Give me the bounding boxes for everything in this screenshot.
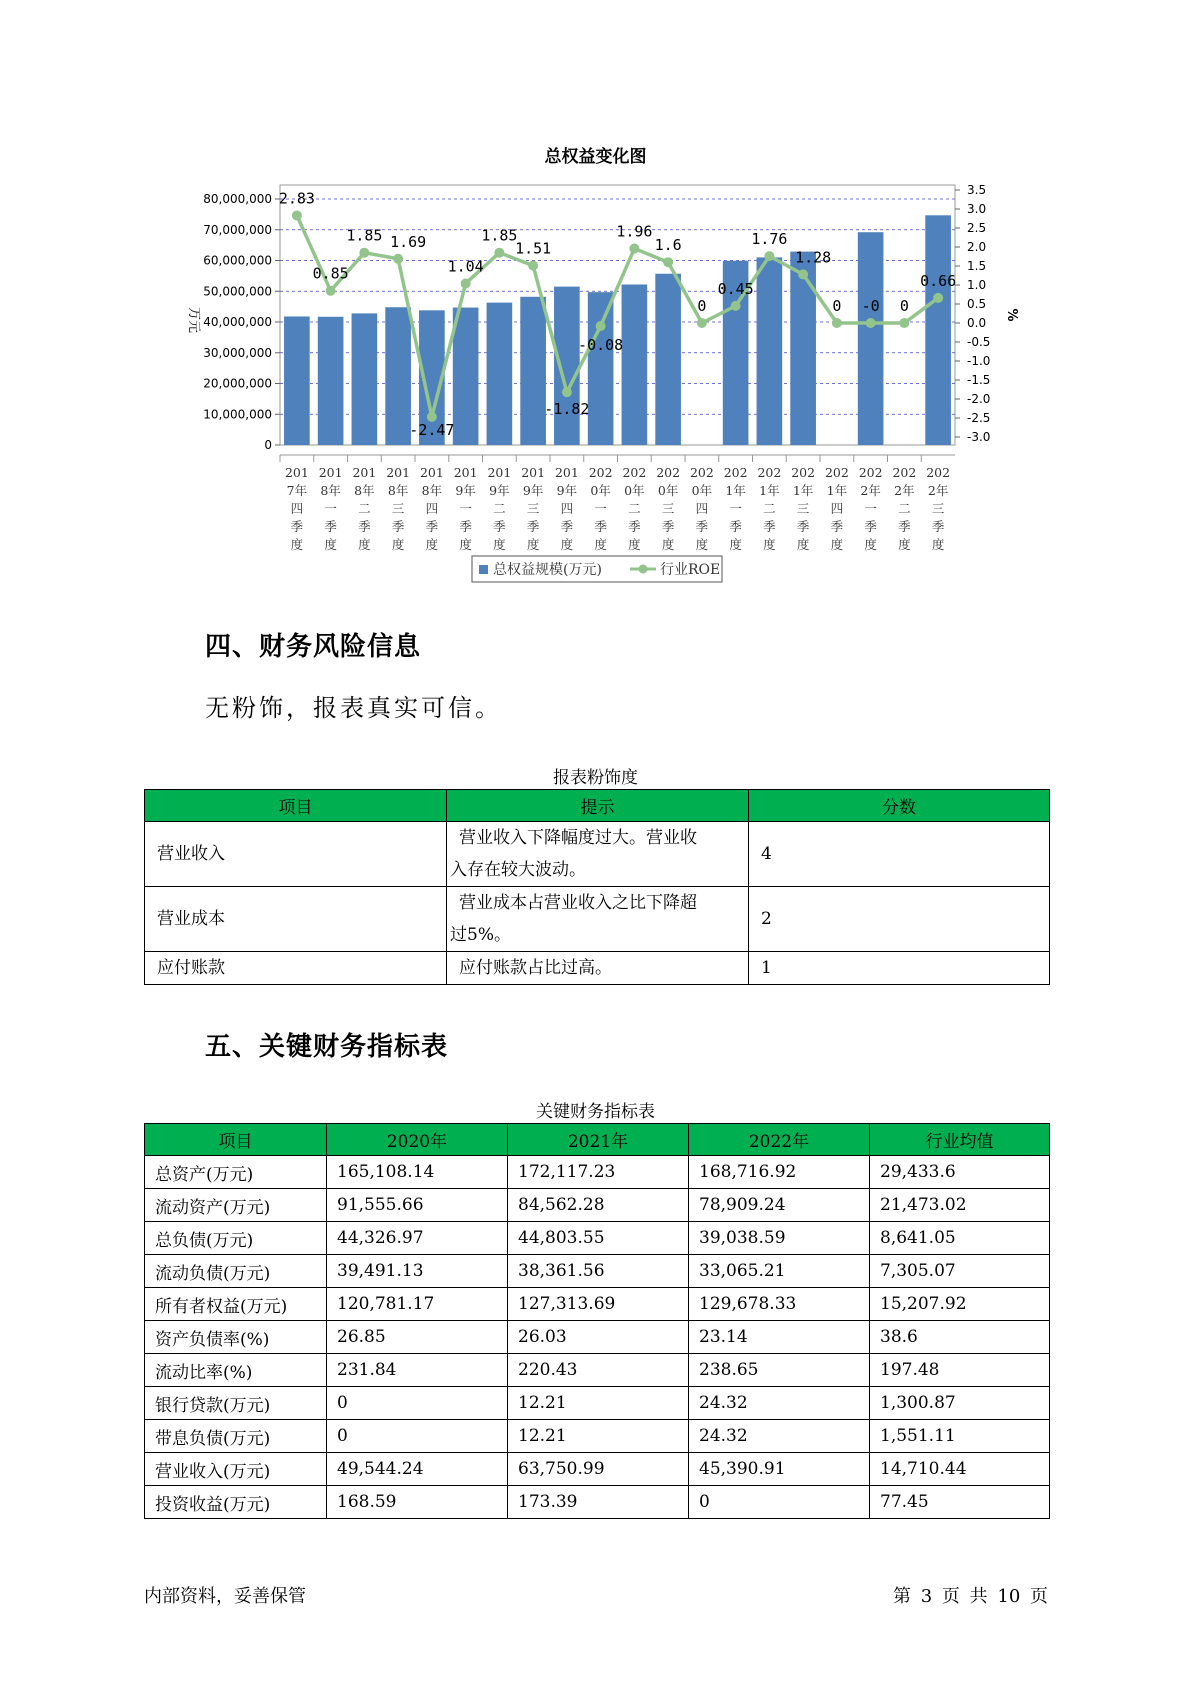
kpi-item-label: 总资产(万元) xyxy=(145,1156,327,1189)
y-left-tick-label: 50,000,000 xyxy=(203,284,272,299)
x-tick-label: 度 xyxy=(763,537,776,552)
x-tick-label: 度 xyxy=(661,537,675,552)
kpi-cell: 29,433.6 xyxy=(870,1156,1050,1189)
roe-point xyxy=(461,278,471,288)
table-row xyxy=(145,1453,1050,1486)
kpi-header: 2020年 xyxy=(327,1124,508,1156)
y-right-tick-label: -3.0 xyxy=(967,430,991,444)
roe-data-label: 1.96 xyxy=(616,222,653,241)
y-left-tick-label: 20,000,000 xyxy=(203,376,272,391)
x-tick-label: 季 xyxy=(391,519,405,534)
risk-item: 营业收入 xyxy=(145,822,447,887)
y-left-tick-label: 80,000,000 xyxy=(203,192,272,206)
y-right-tick-label: 0.5 xyxy=(967,297,987,311)
table-row xyxy=(145,1189,1050,1222)
x-tick-label: 季 xyxy=(763,519,776,534)
table-row xyxy=(145,952,1050,985)
x-tick-label: 201 xyxy=(419,465,444,480)
kpi-cell: 21,473.02 xyxy=(870,1189,1050,1222)
equity-bar xyxy=(588,292,614,445)
x-tick-label: 度 xyxy=(864,537,877,552)
roe-point xyxy=(528,261,538,271)
roe-data-label: 1.51 xyxy=(515,239,552,258)
x-tick-label: 一 xyxy=(324,501,337,516)
x-tick-label: 2年 xyxy=(894,483,915,498)
risk-header-item: 项目 xyxy=(145,790,447,822)
kpi-cell: 77.45 xyxy=(870,1486,1050,1519)
x-tick-label: 季 xyxy=(324,519,337,534)
y-left-axis-title: 万元 xyxy=(186,306,201,334)
x-tick-label: 季 xyxy=(864,519,877,534)
y-right-tick-label: -0.5 xyxy=(967,335,991,349)
kpi-cell: 33,065.21 xyxy=(689,1255,870,1288)
y-left-tick-label: 60,000,000 xyxy=(203,253,272,268)
roe-data-label: 1.76 xyxy=(751,230,788,249)
x-tick-label: 9年 xyxy=(556,483,578,498)
y-left-tick-label: 30,000,000 xyxy=(203,345,272,360)
kpi-item-label: 银行贷款(万元) xyxy=(145,1387,327,1420)
x-tick-label: 季 xyxy=(830,519,844,534)
y-right-tick-label: 2.5 xyxy=(967,221,987,235)
y-right-tick-label: 2.0 xyxy=(967,240,987,254)
kpi-cell: 63,750.99 xyxy=(508,1453,689,1486)
kpi-cell: 1,551.11 xyxy=(870,1420,1050,1453)
kpi-cell: 91,555.66 xyxy=(327,1189,508,1222)
equity-bar xyxy=(554,287,580,445)
x-tick-label: 一 xyxy=(594,501,607,516)
x-tick-label: 度 xyxy=(796,537,810,552)
x-tick-label: 三 xyxy=(661,501,675,516)
y-right-tick-label: -1.0 xyxy=(967,354,991,368)
table-row xyxy=(145,1486,1050,1519)
x-tick-label: 201 xyxy=(386,465,411,480)
x-tick-label: 三 xyxy=(931,501,945,516)
kpi-header: 行业均值 xyxy=(870,1124,1050,1156)
x-tick-label: 2年 xyxy=(860,483,881,498)
x-tick-label: 2年 xyxy=(927,483,949,498)
equity-bar xyxy=(520,297,546,445)
kpi-cell: 0 xyxy=(689,1486,870,1519)
section5-heading: 五、关键财务指标表 xyxy=(205,1032,449,1062)
roe-data-label: -1.82 xyxy=(544,400,590,419)
kpi-table xyxy=(144,1123,1050,1519)
roe-data-label: 1.6 xyxy=(654,236,682,255)
kpi-item-label: 营业收入(万元) xyxy=(145,1453,327,1486)
roe-data-label: 1.04 xyxy=(447,257,484,276)
equity-bar xyxy=(622,284,648,445)
x-tick-label: 0年 xyxy=(657,483,679,498)
x-tick-label: 7年 xyxy=(286,483,308,498)
kpi-cell: 7,305.07 xyxy=(870,1255,1050,1288)
y-right-tick-label: 0.0 xyxy=(967,316,987,330)
roe-data-label: -0 xyxy=(861,297,880,315)
kpi-cell: 14,710.44 xyxy=(870,1453,1050,1486)
x-tick-label: 季 xyxy=(661,519,675,534)
risk-score: 1 xyxy=(749,952,1050,985)
table-row xyxy=(145,822,1050,887)
x-tick-label: 二 xyxy=(358,501,371,516)
x-tick-label: 度 xyxy=(830,537,844,552)
x-tick-label: 0年 xyxy=(624,483,645,498)
kpi-cell: 8,641.05 xyxy=(870,1222,1050,1255)
legend-line-marker xyxy=(639,565,648,574)
kpi-cell: 39,038.59 xyxy=(689,1222,870,1255)
x-tick-label: 季 xyxy=(931,519,945,534)
table-row xyxy=(145,1222,1050,1255)
equity-bar xyxy=(790,252,816,445)
risk-hint-line: 过5%。 xyxy=(450,925,511,945)
roe-data-label: 1.85 xyxy=(481,226,518,245)
x-tick-label: 度 xyxy=(290,537,304,552)
kpi-cell: 120,781.17 xyxy=(327,1288,508,1321)
x-tick-label: 度 xyxy=(459,537,472,552)
x-tick-label: 季 xyxy=(459,519,472,534)
kpi-cell: 84,562.28 xyxy=(508,1189,689,1222)
roe-data-label: 0.45 xyxy=(717,279,754,298)
risk-hint xyxy=(447,887,749,952)
x-tick-label: 度 xyxy=(560,537,574,552)
x-tick-label: 季 xyxy=(594,519,607,534)
kpi-cell: 1,300.87 xyxy=(870,1387,1050,1420)
table-row xyxy=(145,1156,1050,1189)
x-tick-label: 202 xyxy=(689,465,714,480)
roe-point xyxy=(629,244,639,254)
x-tick-label: 度 xyxy=(594,537,607,552)
x-tick-label: 四 xyxy=(560,501,574,516)
kpi-cell: 38,361.56 xyxy=(508,1255,689,1288)
roe-point xyxy=(731,301,741,311)
x-tick-label: 季 xyxy=(358,519,371,534)
x-tick-label: 度 xyxy=(324,537,337,552)
x-tick-label: 二 xyxy=(493,501,506,516)
risk-hint-line: 营业收入下降幅度过大。营业收 xyxy=(459,828,697,848)
x-tick-label: 202 xyxy=(824,465,849,480)
x-tick-label: 202 xyxy=(723,465,748,480)
x-tick-label: 0年 xyxy=(691,483,713,498)
kpi-cell: 168.59 xyxy=(327,1486,508,1519)
roe-point xyxy=(697,318,707,328)
kpi-cell: 12.21 xyxy=(508,1387,689,1420)
kpi-cell: 220.43 xyxy=(508,1354,689,1387)
roe-point xyxy=(663,257,673,267)
equity-change-chart xyxy=(0,0,1191,600)
y-left-tick-label: 0 xyxy=(264,438,272,452)
x-tick-label: 三 xyxy=(796,501,810,516)
risk-score: 4 xyxy=(749,822,1050,887)
equity-bar xyxy=(385,307,411,445)
x-tick-label: 202 xyxy=(791,465,816,480)
x-tick-label: 季 xyxy=(560,519,574,534)
y-right-tick-label: 1.0 xyxy=(967,278,987,292)
x-tick-label: 季 xyxy=(425,519,439,534)
legend-bar-swatch xyxy=(479,565,488,574)
x-tick-label: 9年 xyxy=(522,483,544,498)
y-right-axis-title: % xyxy=(1004,308,1019,322)
roe-point xyxy=(326,286,336,296)
x-tick-label: 201 xyxy=(352,465,377,480)
kpi-cell: 129,678.33 xyxy=(689,1288,870,1321)
x-tick-label: 度 xyxy=(628,537,641,552)
y-left-tick-label: 40,000,000 xyxy=(203,315,272,329)
roe-point xyxy=(359,248,369,258)
section4-text: 无粉饰，报表真实可信。 xyxy=(205,694,502,722)
kpi-item-label: 所有者权益(万元) xyxy=(145,1288,327,1321)
kpi-header: 项目 xyxy=(145,1124,327,1156)
roe-point xyxy=(494,248,504,258)
equity-bar xyxy=(453,308,479,445)
risk-hint-line: 入存在较大波动。 xyxy=(450,860,586,880)
legend-label: 总权益规模(万元) xyxy=(493,562,602,578)
roe-point xyxy=(899,318,909,328)
x-tick-label: 度 xyxy=(526,537,540,552)
kpi-item-label: 带息负债(万元) xyxy=(145,1420,327,1453)
kpi-item-label: 流动资产(万元) xyxy=(145,1189,327,1222)
x-tick-label: 202 xyxy=(588,465,613,480)
risk-header-score: 分数 xyxy=(749,790,1050,822)
y-right-tick-label: -2.0 xyxy=(967,392,991,406)
roe-data-label: 0.85 xyxy=(312,264,349,283)
kpi-header: 2022年 xyxy=(689,1124,870,1156)
x-tick-label: 度 xyxy=(898,537,911,552)
roe-point xyxy=(866,318,876,328)
x-tick-label: 度 xyxy=(729,537,742,552)
kpi-cell: 197.48 xyxy=(870,1354,1050,1387)
equity-bar xyxy=(655,274,681,445)
kpi-cell: 0 xyxy=(327,1387,508,1420)
x-tick-label: 四 xyxy=(290,501,304,516)
roe-data-label: 1.28 xyxy=(795,248,832,267)
footer-confidential-note: 内部资料，妥善保管 xyxy=(144,1586,306,1607)
kpi-cell: 165,108.14 xyxy=(327,1156,508,1189)
x-tick-label: 202 xyxy=(926,465,951,480)
equity-bar xyxy=(925,215,951,445)
risk-header-hint: 提示 xyxy=(447,790,749,822)
x-tick-label: 度 xyxy=(425,537,439,552)
kpi-cell: 173.39 xyxy=(508,1486,689,1519)
x-tick-label: 度 xyxy=(358,537,371,552)
kpi-cell: 39,491.13 xyxy=(327,1255,508,1288)
roe-point xyxy=(832,318,842,328)
x-tick-label: 202 xyxy=(622,465,647,480)
x-tick-label: 季 xyxy=(695,519,709,534)
roe-point xyxy=(596,321,606,331)
x-tick-label: 202 xyxy=(892,465,917,480)
table-row xyxy=(145,1420,1050,1453)
x-tick-label: 三 xyxy=(526,501,540,516)
x-tick-label: 9年 xyxy=(489,483,510,498)
table-row xyxy=(145,1255,1050,1288)
x-tick-label: 季 xyxy=(526,519,540,534)
risk-item: 应付账款 xyxy=(145,952,447,985)
legend-label: 行业ROE xyxy=(660,562,721,578)
x-tick-label: 9年 xyxy=(455,483,476,498)
kpi-item-label: 投资收益(万元) xyxy=(145,1486,327,1519)
x-tick-label: 8年 xyxy=(387,483,409,498)
table-row xyxy=(145,887,1050,952)
x-tick-label: 季 xyxy=(898,519,911,534)
x-tick-label: 202 xyxy=(858,465,883,480)
kpi-cell: 12.21 xyxy=(508,1420,689,1453)
kpi-cell: 23.14 xyxy=(689,1321,870,1354)
x-tick-label: 四 xyxy=(695,501,709,516)
kpi-header: 2021年 xyxy=(508,1124,689,1156)
roe-data-label: -2.47 xyxy=(409,420,455,439)
risk-hint xyxy=(447,952,749,985)
kpi-cell: 38.6 xyxy=(870,1321,1050,1354)
x-tick-label: 201 xyxy=(554,465,579,480)
risk-hint xyxy=(447,822,749,887)
x-tick-label: 季 xyxy=(628,519,641,534)
x-tick-label: 三 xyxy=(391,501,405,516)
kpi-cell: 15,207.92 xyxy=(870,1288,1050,1321)
chart-title: 总权益变化图 xyxy=(544,147,647,167)
x-tick-label: 季 xyxy=(290,519,304,534)
roe-data-label: 0 xyxy=(832,297,842,315)
x-tick-label: 季 xyxy=(729,519,742,534)
equity-bar xyxy=(284,316,310,445)
roe-data-label: 0.66 xyxy=(920,271,957,290)
x-tick-label: 度 xyxy=(493,537,506,552)
risk-table xyxy=(144,789,1050,985)
roe-data-label: 1.69 xyxy=(390,232,427,251)
kpi-cell: 24.32 xyxy=(689,1387,870,1420)
roe-data-label: 2.83 xyxy=(278,189,315,208)
table-row xyxy=(145,1354,1050,1387)
x-tick-label: 四 xyxy=(830,501,844,516)
x-tick-label: 1年 xyxy=(826,483,848,498)
y-right-tick-label: 3.5 xyxy=(967,183,987,197)
roe-data-label: -0.08 xyxy=(578,336,624,355)
risk-hint-line: 应付账款占比过高。 xyxy=(459,958,612,978)
x-tick-label: 二 xyxy=(763,501,776,516)
kpi-cell: 78,909.24 xyxy=(689,1189,870,1222)
roe-point xyxy=(562,387,572,397)
x-tick-label: 8年 xyxy=(354,483,375,498)
kpi-cell: 45,390.91 xyxy=(689,1453,870,1486)
y-left-tick-label: 70,000,000 xyxy=(203,222,272,237)
section4-heading: 四、财务风险信息 xyxy=(205,632,422,662)
equity-bar xyxy=(858,232,884,445)
y-right-tick-label: 3.0 xyxy=(967,202,987,216)
roe-data-label: 0 xyxy=(899,297,909,315)
risk-score: 2 xyxy=(749,887,1050,952)
risk-hint-line: 营业成本占营业收入之比下降超 xyxy=(459,893,697,913)
x-tick-label: 201 xyxy=(453,465,478,480)
kpi-cell: 172,117.23 xyxy=(508,1156,689,1189)
roe-point xyxy=(292,210,302,220)
x-tick-label: 8年 xyxy=(320,483,341,498)
x-tick-label: 四 xyxy=(425,501,439,516)
kpi-cell: 24.32 xyxy=(689,1420,870,1453)
x-tick-label: 度 xyxy=(931,537,945,552)
roe-point xyxy=(764,251,774,261)
x-tick-label: 度 xyxy=(391,537,405,552)
kpi-item-label: 总负债(万元) xyxy=(145,1222,327,1255)
risk-table-caption: 报表粉饰度 xyxy=(553,768,638,788)
kpi-cell: 44,803.55 xyxy=(508,1222,689,1255)
roe-data-label: 0 xyxy=(697,297,707,315)
x-tick-label: 1年 xyxy=(759,483,780,498)
equity-bar xyxy=(352,313,378,445)
x-tick-label: 201 xyxy=(318,465,343,480)
kpi-cell: 26.85 xyxy=(327,1321,508,1354)
table-row xyxy=(145,1288,1050,1321)
x-tick-label: 0年 xyxy=(590,483,611,498)
kpi-cell: 231.84 xyxy=(327,1354,508,1387)
y-right-tick-label: -2.5 xyxy=(967,411,991,425)
y-right-tick-label: 1.5 xyxy=(967,259,987,273)
kpi-cell: 44,326.97 xyxy=(327,1222,508,1255)
x-tick-label: 一 xyxy=(459,501,472,516)
x-tick-label: 1年 xyxy=(725,483,746,498)
equity-bar xyxy=(757,257,783,445)
x-tick-label: 一 xyxy=(864,501,877,516)
x-tick-label: 201 xyxy=(284,465,309,480)
x-tick-label: 8年 xyxy=(421,483,443,498)
x-tick-label: 季 xyxy=(493,519,506,534)
table-row xyxy=(145,1321,1050,1354)
y-left-tick-label: 10,000,000 xyxy=(203,407,272,422)
roe-point xyxy=(933,293,943,303)
risk-item: 营业成本 xyxy=(145,887,447,952)
x-tick-label: 201 xyxy=(487,465,512,480)
kpi-cell: 0 xyxy=(327,1420,508,1453)
roe-point xyxy=(393,254,403,264)
x-tick-label: 一 xyxy=(729,501,742,516)
kpi-cell: 168,716.92 xyxy=(689,1156,870,1189)
roe-data-label: 1.85 xyxy=(346,226,383,245)
roe-point xyxy=(798,269,808,279)
x-tick-label: 二 xyxy=(898,501,911,516)
x-tick-label: 度 xyxy=(695,537,709,552)
kpi-cell: 26.03 xyxy=(508,1321,689,1354)
kpi-item-label: 流动比率(%) xyxy=(145,1354,327,1387)
x-tick-label: 季 xyxy=(796,519,810,534)
kpi-cell: 49,544.24 xyxy=(327,1453,508,1486)
equity-bar xyxy=(487,303,513,445)
kpi-item-label: 流动负债(万元) xyxy=(145,1255,327,1288)
kpi-table-caption: 关键财务指标表 xyxy=(536,1102,655,1122)
footer-page-number: 第 3 页 共 10 页 xyxy=(893,1586,1048,1607)
x-tick-label: 1年 xyxy=(792,483,814,498)
x-tick-label: 201 xyxy=(521,465,546,480)
x-tick-label: 二 xyxy=(628,501,641,516)
y-right-tick-label: -1.5 xyxy=(967,373,991,387)
table-row xyxy=(145,1387,1050,1420)
x-tick-label: 202 xyxy=(757,465,782,480)
kpi-cell: 238.65 xyxy=(689,1354,870,1387)
equity-bar xyxy=(318,317,344,445)
kpi-item-label: 资产负债率(%) xyxy=(145,1321,327,1354)
x-tick-label: 202 xyxy=(656,465,681,480)
kpi-cell: 127,313.69 xyxy=(508,1288,689,1321)
